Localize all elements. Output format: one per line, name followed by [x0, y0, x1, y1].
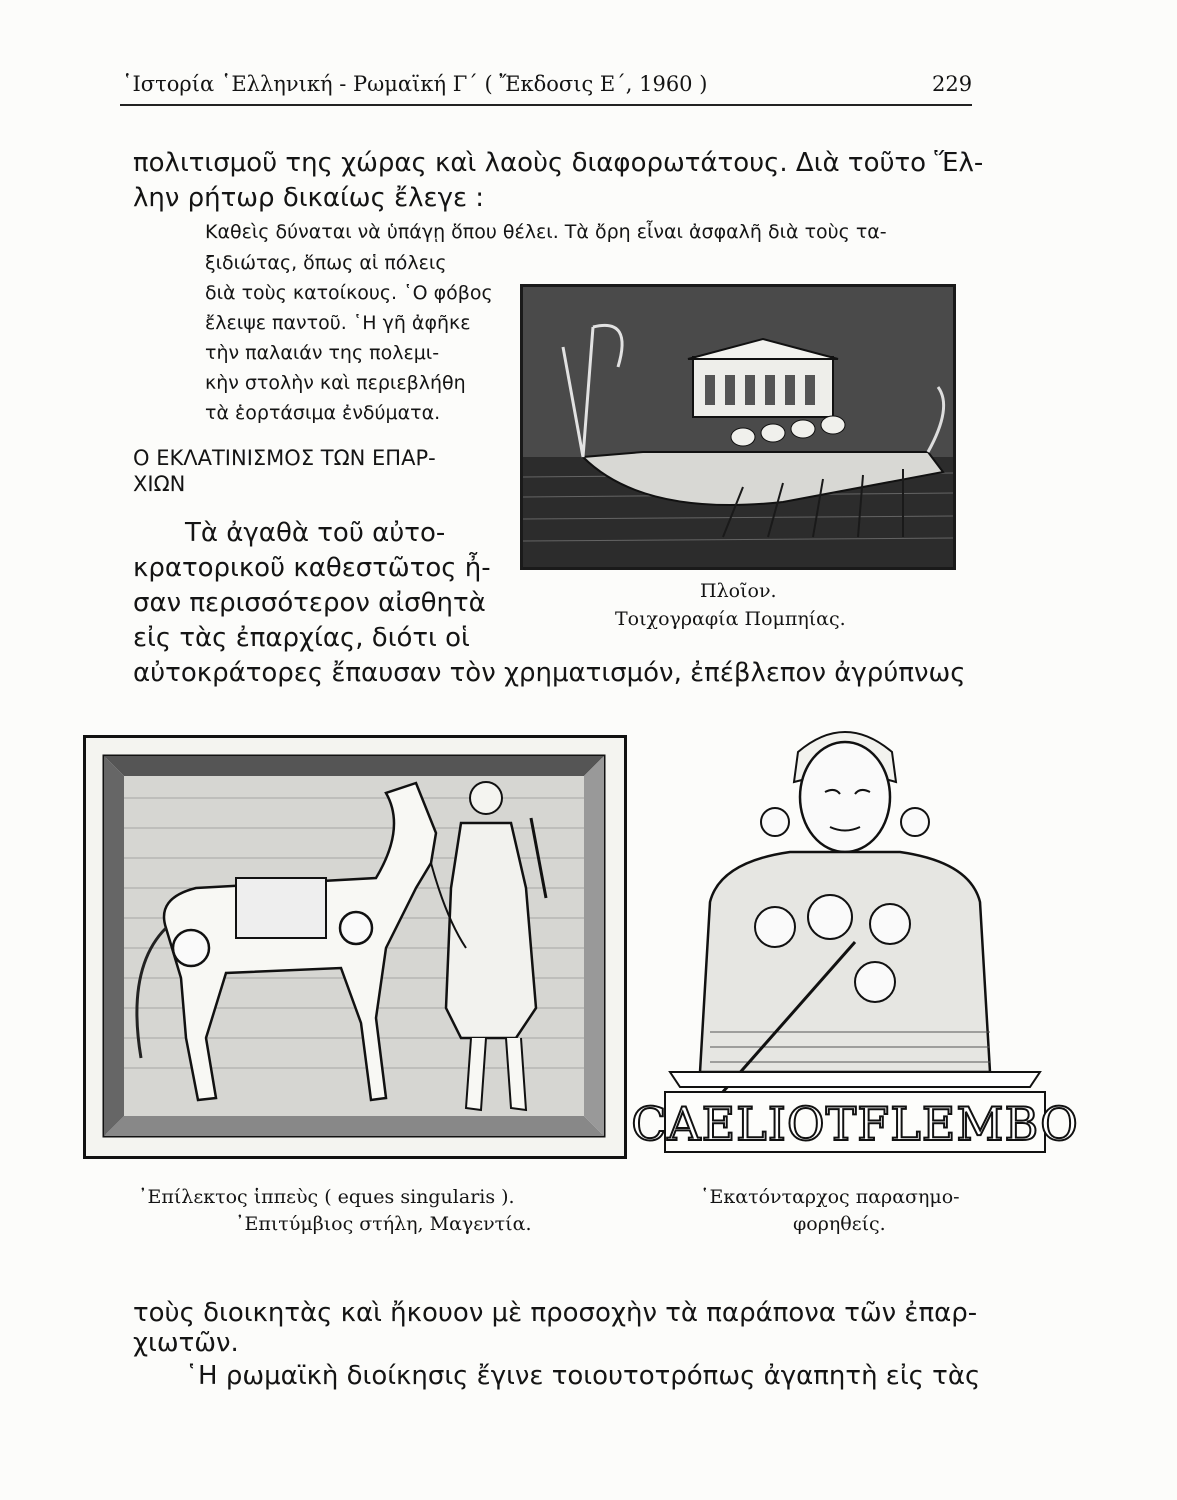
horseman-relief-image: [83, 735, 627, 1159]
quote-line-2: ξιδιώτας, ὅπως αἱ πόλεις: [205, 252, 447, 274]
ship-caption-source: Τοιχογραφία Πομπηίας.: [615, 608, 846, 630]
quote-line-7: τὰ ἑορτάσιμα ἐνδύματα.: [205, 402, 441, 424]
quote-line-6: κὴν στολὴν καὶ περιεβλήθη: [205, 372, 466, 394]
quote-line-3: διὰ τοὺς κατοίκους. ῾Ο φόβος: [205, 282, 493, 304]
closing-line-1: τοὺς διοικητὰς καὶ ἤκουον μὲ προσοχὴν τὰ παράπονα τῶν ἐπαρ-: [133, 1298, 978, 1328]
intro-line-2: λην ρήτωρ δικαίως ἔλεγε :: [133, 183, 485, 213]
ship-fresco-image: [520, 284, 956, 570]
centurion-inscription: CAELIOTFLEMBO: [631, 1097, 1079, 1151]
horseman-caption-source: ᾿Επιτύμβιος στήλη, Μαγεντία.: [235, 1213, 532, 1235]
running-title: ῾Ιστορία ῾Ελληνική - Ρωμαϊκή Γ΄ ( Ἔκδοσις Ε΄, 1960 ): [122, 72, 708, 96]
ship-caption-title: Πλοῖον.: [700, 580, 777, 602]
horseman-caption-title: ᾿Επίλεκτος ἱππεὺς ( eques singularis ).: [138, 1186, 515, 1208]
horseman-illustration: [86, 738, 624, 1156]
centurion-caption-title: ῾Εκατόνταρχος παρασημο-: [700, 1186, 960, 1208]
quote-line-5: τὴν παλαιάν της πολεμι-: [205, 342, 440, 364]
section-heading-line-1: Ο ΕΚΛΑΤΙΝΙΣΜΟΣ ΤΩΝ ΕΠΑΡ-: [133, 446, 436, 470]
intro-line-1: πολιτισμοῦ της χώρας καὶ λαοὺς διαφορωτάτους. Διὰ τοῦτο Ἕλ-: [133, 148, 984, 178]
closing-line-2: χιωτῶν.: [133, 1328, 239, 1358]
centurion-illustration: [631, 712, 1079, 1160]
quote-line-1: Καθεὶς δύναται νὰ ὑπάγῃ ὅπου θέλει. Τὰ ὄρη εἶναι ἀσφαλῆ διὰ τοὺς τα-: [205, 221, 887, 243]
section-line-4: εἰς τὰς ἐπαρχίας, διότι οἱ: [133, 623, 470, 653]
centurion-caption-rest: φορηθείς.: [793, 1213, 886, 1235]
section-heading-line-2: ΧΙΩΝ: [133, 472, 186, 496]
section-line-2: κρατορικοῦ καθεστῶτος ἦ-: [133, 553, 491, 583]
closing-line-3: ῾Η ρωμαϊκὴ διοίκησις ἔγινε τοιουτοτρόπως ἀγαπητὴ εἰς τὰς: [185, 1361, 981, 1391]
section-line-1: Τὰ ἀγαθὰ τοῦ αὐτο-: [185, 518, 446, 548]
section-line-3: σαν περισσότερον αἰσθητὰ: [133, 588, 486, 618]
centurion-relief-image: [631, 712, 1079, 1160]
page-number: 229: [932, 72, 973, 96]
ship-illustration: [523, 287, 953, 567]
quote-line-4: ἔλειψε παντοῦ. ῾Η γῆ ἀφῆκε: [205, 312, 471, 334]
header-rule: [120, 104, 972, 106]
section-line-5: αὐτοκράτορες ἔπαυσαν τὸν χρηματισμόν, ἐπέβλεπον ἀγρύπνως: [133, 658, 966, 688]
